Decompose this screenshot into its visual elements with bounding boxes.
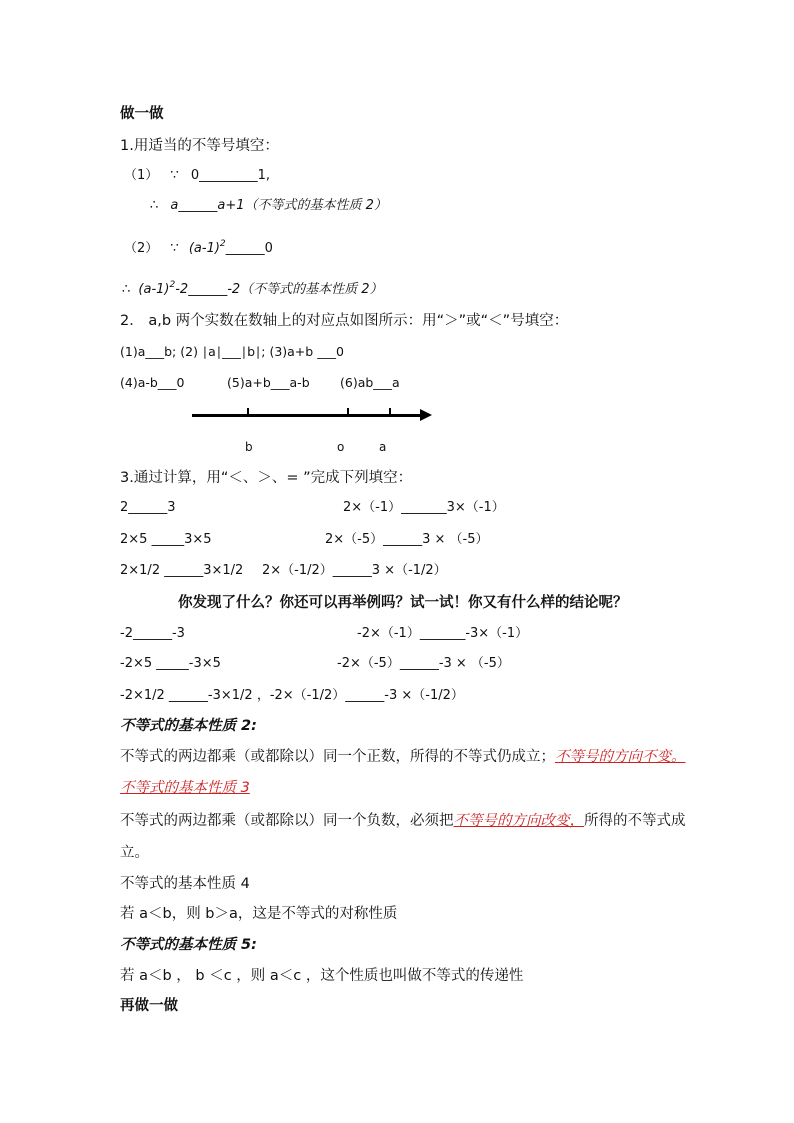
tick-o (347, 408, 349, 416)
q1-p3-expr: (a-1) (138, 282, 170, 297)
q1-p1-text: 0_________1, (190, 168, 271, 183)
q2-row2-c: (6)ab___a (340, 375, 400, 390)
q2-title: 2． a,b 两个实数在数轴上的对应点如图所示：用“＞”或“＜”号填空： (120, 313, 569, 329)
q3-row1-right: 2×（-1）_______3×（-1） (343, 500, 505, 515)
axis-label-b: b (245, 440, 253, 454)
prop2-body: 不等式的两边都乘（或都除以）同一个正数，所得的不等式仍成立； (120, 749, 555, 765)
q1-p1-res-a: a______ (170, 198, 218, 213)
q1-p3-rest: -2______-2 (175, 282, 241, 297)
prop2-title: 不等式的基本性质 2: (120, 718, 257, 734)
q3b-row1-right: -2×（-1）_______-3×（-1） (357, 626, 529, 641)
q1-part3 (122, 277, 383, 298)
q3-row3-right: 2×（-1/2）______3 ×（-1/2） (262, 563, 447, 578)
q2-row2-b: (5)a+b___a-b (227, 375, 310, 390)
prop3-text (120, 811, 686, 831)
q1-part1-result (150, 198, 387, 214)
q2-row2-a: (4)a-b___0 (120, 375, 185, 390)
prop3-body-b: 所得的不等式成 (584, 813, 686, 829)
prop5-title: 不等式的基本性质 5: (120, 937, 257, 953)
q3-title: 3.通过计算，用“＜、＞、= ”完成下列填空： (120, 470, 413, 486)
q1-p3-exp: 2 (169, 280, 176, 290)
prop3-title: 不等式的基本性质 3 (120, 780, 250, 796)
prop4-title: 不等式的基本性质 4 (120, 876, 250, 892)
q1-p1-label: （1） (124, 168, 159, 183)
q2-row1: (1)a___b; (2) ∣a∣___∣b∣; (3)a+b ___0 (120, 344, 344, 359)
q3b-row2-right: -2×（-5）______-3 × （-5） (337, 656, 510, 671)
q1-p2-exp: 2 (219, 239, 226, 249)
q3-row2-left: 2×5 _____3×5 (120, 532, 212, 547)
q3-row1-left: 2______3 (120, 500, 176, 515)
therefore-symbol: ∴ (150, 198, 159, 213)
q1-p2-expr: (a-1) (188, 241, 220, 256)
axis-label-o: o (337, 440, 345, 454)
q3-row3-left: 2×1/2 ______3×1/2 (120, 563, 244, 578)
q1-p2-label: （2） (124, 241, 159, 256)
q3-row2-right: 2×（-5）______3 × （-5） (325, 532, 489, 547)
q1-p2-rest: ______0 (225, 241, 273, 256)
prop2-highlight: 不等号的方向不变。 (555, 749, 686, 765)
q1-p3-note: （不等式的基本性质 2） (240, 282, 383, 297)
number-line-arrow-icon (420, 409, 432, 421)
q1-p1-res-b: a+1（不等式的基本性质 2） (217, 198, 387, 213)
tick-a (389, 408, 391, 416)
prop3-highlight: 不等号的方向改变， (453, 813, 584, 829)
prop4-text: 若 a＜b，则 b＞a，这是不等式的对称性质 (120, 906, 398, 922)
prop5-text: 若 a＜b ， b ＜c ，则 a＜c ，这个性质也叫做不等式的传递性 (120, 968, 524, 984)
because-symbol: ∵ (170, 241, 179, 256)
axis-label-a: a (379, 440, 387, 454)
prop3-body-a: 不等式的两边都乘（或都除以）同一个负数，必须把 (120, 813, 454, 829)
q1-title: 1.用适当的不等号填空： (120, 138, 279, 154)
therefore-symbol: ∴ (122, 282, 131, 297)
q3b-row1-left: -2______-3 (120, 626, 185, 641)
q1-part2 (124, 236, 273, 257)
prop3-text-cont: 立。 (120, 845, 149, 861)
q1-part1 (124, 168, 270, 184)
heading-again: 再做一做 (120, 998, 178, 1014)
q3b-row2-left: -2×5 _____-3×5 (120, 656, 221, 671)
heading-try: 做一做 (120, 106, 164, 122)
because-symbol: ∵ (170, 168, 179, 183)
prop2-text (120, 747, 686, 767)
q3-discover-prompt: 你发现了什么？你还可以再举例吗？试一试！你又有什么样的结论呢？ (178, 595, 628, 611)
q3b-row3: -2×1/2 ______-3×1/2 ，-2×（-1/2）______-3 ×（-1/2） (120, 688, 464, 703)
tick-b (247, 408, 249, 416)
